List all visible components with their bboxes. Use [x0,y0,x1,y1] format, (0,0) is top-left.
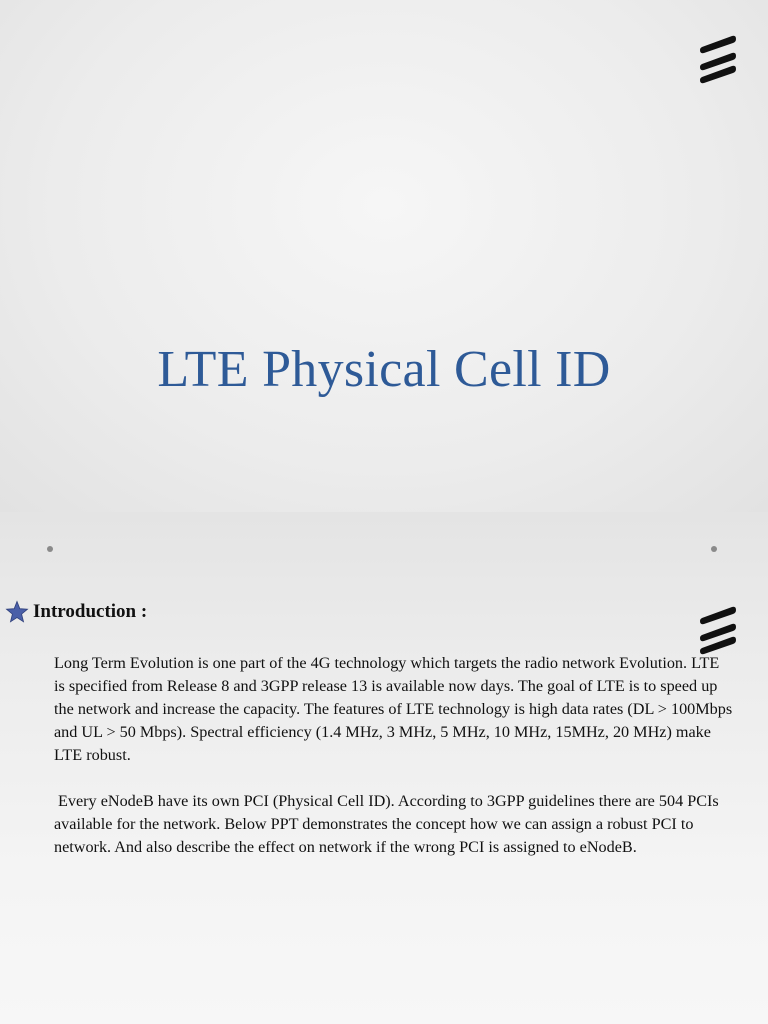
slide-marker-dot-right [711,546,717,552]
slide-title: LTE Physical Cell ID [157,341,611,398]
section-heading [5,600,147,624]
intro-paragraph-1: Long Term Evolution is one part of the 4G technology which targets the radio network Evolution. LTE is specified from Release 8 and 3GPP release 13 is available now days. The goal of LTE is to speed up the network and increase the capacity. The features of LTE technology is high data rates (DL > 100Mbps and UL > 50 Mbps). Spectral efficiency (1.4 MHz, 3 MHz, 5 MHz, 10 MHz, 15MHz, 20 MHz) make LTE robust. [54,654,733,764]
introduction-slide [0,512,768,1024]
intro-paragraph-2: Every eNodeB have its own PCI (Physical Cell ID). According to 3GPP guidelines there are 504 PCIs available for the network. Below PPT demonstrates the concept how we can assign a robust PCI to network. And also describe the effect on network if the wrong PCI is assigned to eNodeB. [54,792,719,856]
slide-marker-dot-left [47,546,53,552]
section-title: Introduction : [33,601,148,622]
ericsson-logo-icon [698,604,738,656]
star-bullet-icon [5,600,29,624]
ericsson-logo-icon [698,33,738,85]
